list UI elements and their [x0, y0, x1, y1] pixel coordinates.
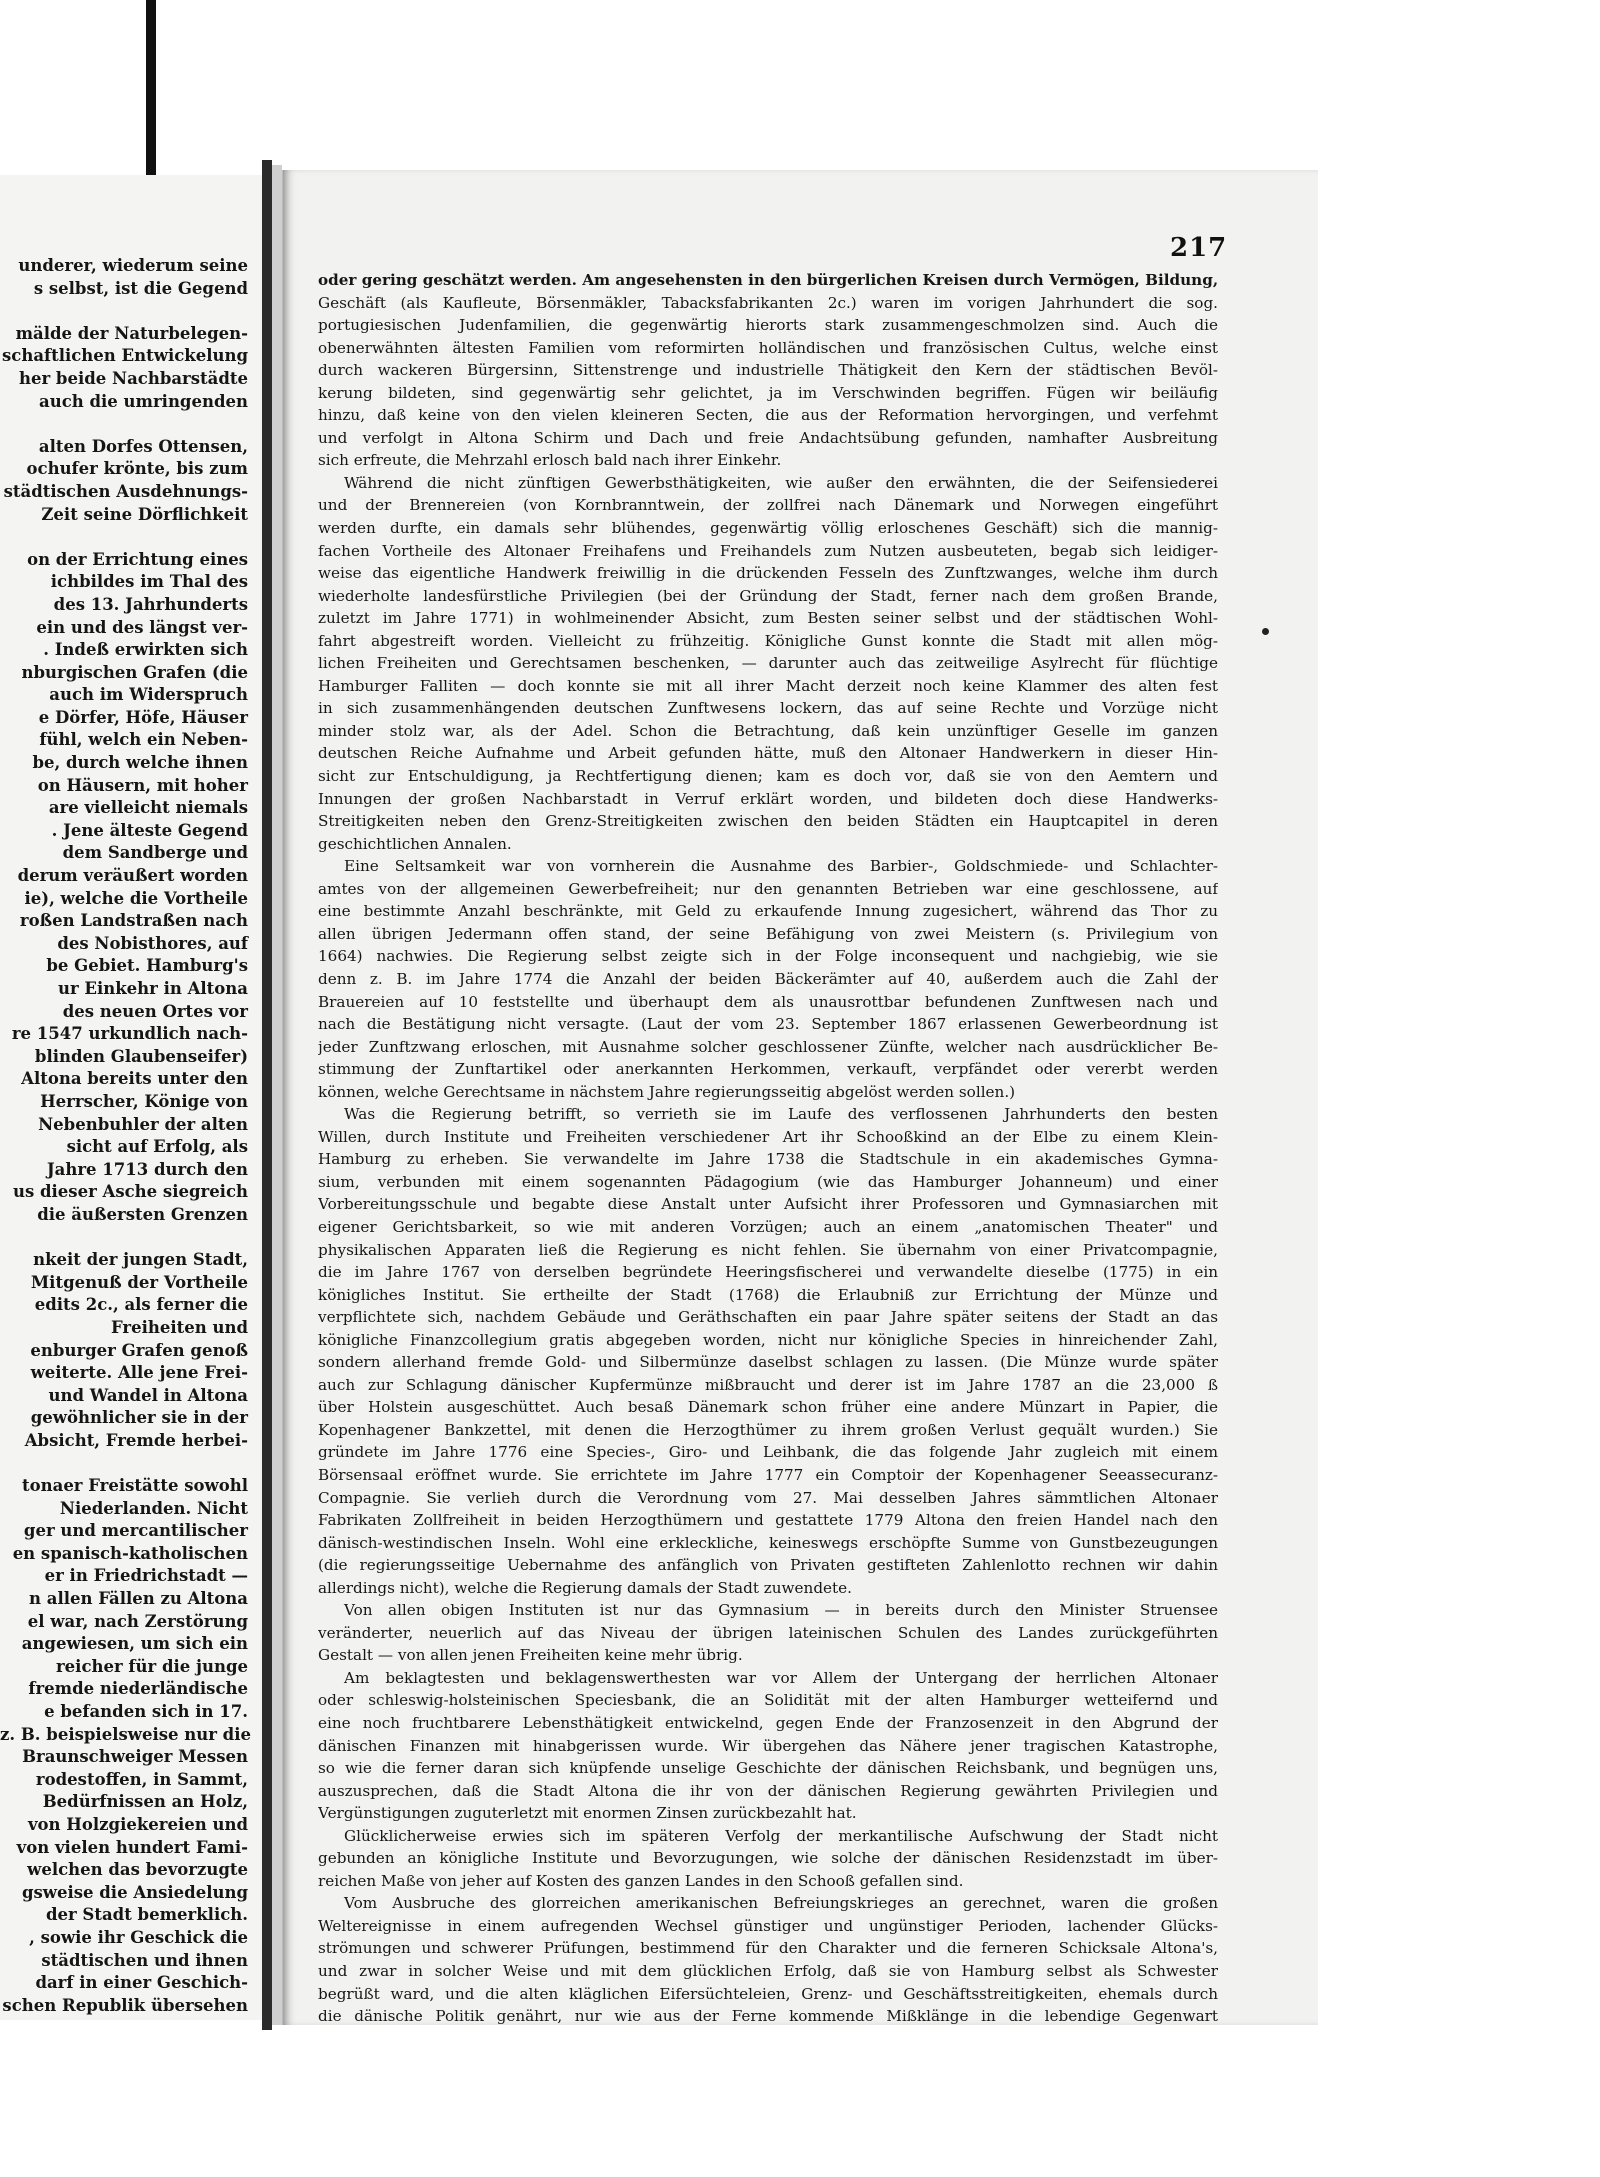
text-line: minder stolz war, als der Adel. Schon die Betrachtung, daß kein unzünftiger Geselle im ganzen — [318, 721, 1218, 740]
left-page-line: derum veräußert worden — [17, 866, 248, 886]
text-line: in sich zusammenhängenden deutschen Zunftwesens lockern, das auf seine Rechte und Vorzüge nicht — [318, 699, 1218, 718]
left-page-line — [0, 526, 248, 549]
text-line: physikalischen Apparaten ließ die Regierung es nicht fehlen. Sie übernahm von einer Privatcompagnie, — [318, 1240, 1218, 1259]
left-page-line: z. B. beispielsweise nur die — [0, 1724, 251, 1744]
left-page-line: her beide Nachbarstädte — [18, 368, 248, 388]
left-page-line: edits 2c., als ferner die — [34, 1295, 248, 1315]
left-page-line: us dieser Asche siegreich — [12, 1182, 248, 1202]
text-line: werden durfte, ein damals sehr blühendes, gegenwärtig völlig erloschenes Geschäft) sich die mannig- — [318, 519, 1218, 538]
left-page-line: Nebenbuhler der alten — [38, 1114, 248, 1134]
left-page-line: are vielleicht niemals — [48, 798, 248, 818]
left-page-line: nkeit der jungen Stadt, — [33, 1250, 248, 1270]
text-line: Weltereignisse in einem aufregenden Wechsel günstiger und ungünstiger Perioden, lachender Glücks- — [318, 1916, 1218, 1935]
left-page-line: Absicht, Fremde herbei- — [24, 1430, 248, 1450]
left-page-line: fühl, welch ein Neben- — [39, 730, 248, 750]
text-line: dänischen Finanzen mit hinabgerissen wurde. Wir übergehen das Nähere jener tragischen Katastrophe, — [318, 1736, 1218, 1755]
text-line: durch wackeren Bürgersinn, Sittenstrenge und industrielle Thätigkeit den Kern der städtischen Bevöl- — [318, 361, 1218, 380]
text-line: Innungen der großen Nachbarstadt in Verruf erklärt worden, und bildeten doch diese Handwerks- — [318, 789, 1218, 808]
text-line: Streitigkeiten neben den Grenz-Streitigkeiten zwischen den beiden Städten ein Hauptcapitel in deren — [318, 812, 1218, 831]
text-line: 1664) nachwies. Die Regierung selbst zeigte sich in der Folge inconsequent und nachgiebig, wie sie — [318, 947, 1218, 966]
left-page-line: der Stadt bemerklich. — [45, 1905, 248, 1925]
text-line: Börsensaal eröffnet wurde. Sie errichtete im Jahre 1777 ein Comptoir der Kopenhagener Seeassecuranz- — [318, 1465, 1218, 1484]
text-line: hinzu, daß keine von den vielen kleineren Secten, die aus der Reformation hervorgingen, und verfehmt — [318, 406, 1218, 425]
text-line: strömungen und schwerer Prüfungen, bestimmend für den Charakter und die ferneren Schicksale Altona's, — [318, 1939, 1218, 1958]
text-line: portugiesischen Judenfamilien, die gegenwärtig hierorts stark zusammengeschmolzen sind. Auch die — [318, 316, 1218, 335]
text-line: sicht zur Entschuldigung, ja Rechtfertigung dienen; kam es doch vor, daß sie von den Aemtern und — [318, 767, 1218, 786]
left-page-line: underer, wiederum seine — [18, 256, 248, 275]
text-line: eigener Gerichtsbarkeit, so wie mit anderen Vorzügen; auch an einem „anatomischen Theater" und — [318, 1217, 1218, 1236]
left-page-line: von Holzgiekereien und — [27, 1814, 248, 1834]
text-line: Am beklagtesten und beklagenswerthesten war vor Allem der Untergang der herrlichen Altonaer — [344, 1668, 1218, 1687]
text-line: eine bestimmte Anzahl beschränkte, mit Geld zu erkaufende Innung zugesichert, während das Thor zu — [318, 902, 1218, 921]
body-text — [318, 269, 1218, 2028]
left-page-line: tonaer Freistätte sowohl — [22, 1476, 248, 1496]
text-line: veränderter, neuerlich auf das Niveau der übrigen lateinischen Schulen des Landes zurückgeführten — [318, 1623, 1218, 1642]
text-line: Eine Seltsamkeit war von vornherein die Ausnahme des Barbier-, Goldschmiede- und Schlachter- — [344, 857, 1218, 876]
left-page-line: nburgischen Grafen (die — [21, 662, 248, 682]
text-line: königliche Finanzcollegium gratis abgegeben worden, nicht nur königliche Species in hinreichender Zahl, — [318, 1330, 1218, 1349]
left-page-line: on Häusern, mit hoher — [37, 775, 248, 795]
left-page-line: ger und mercantilischer — [23, 1521, 248, 1541]
left-page-line: darf in einer Geschich- — [35, 1973, 248, 1993]
left-page-line: schen Republik übersehen — [2, 1995, 248, 2015]
left-page-line: Altona bereits unter den — [21, 1069, 248, 1089]
text-line: gründete im Jahre 1776 eine Species-, Giro- und Leihbank, die das folgende Jahr zugleich mit einem — [318, 1443, 1218, 1462]
left-page-line: ochufer krönte, bis zum — [26, 459, 248, 479]
text-line: und zwar in solcher Weise und mit dem glücklichen Erfolg, daß sie von Hamburg selbst als Schwester — [318, 1962, 1218, 1981]
left-page-line: Zeit seine Dörflichkeit — [41, 504, 248, 524]
text-line: Fabrikaten Zollfreiheit in beiden Herzogthümern und gestattete 1779 Altona den freien Handel nach den — [318, 1511, 1218, 1530]
left-page-line: schaftlichen Entwickelung — [1, 346, 248, 366]
left-page-line: Niederlanden. Nicht — [59, 1498, 248, 1518]
left-page-line — [0, 1227, 248, 1250]
text-line: Gestalt — von allen jenen Freiheiten keine mehr übrig. — [318, 1646, 743, 1665]
left-page-line: und Wandel in Altona — [48, 1385, 248, 1405]
left-page-line: ichbildes im Thal des — [50, 572, 248, 592]
text-line: verpflichtete sich, nachdem Gebäude und Geräthschaften ein paar Jahre später seitens der Stadt an das — [318, 1308, 1218, 1327]
left-page-line: fremde niederländische — [28, 1679, 248, 1699]
left-page-line: Freiheiten und — [110, 1317, 248, 1337]
left-page-line: weiterte. Alle jene Frei- — [30, 1363, 248, 1383]
text-line: oder gering geschätzt werden. Am angesehensten in den bürgerlichen Kreisen durch Vermögen, Bildung, — [318, 271, 1218, 289]
text-line: geschichtlichen Annalen. — [318, 834, 512, 853]
text-line: königliches Institut. Sie ertheilte der Stadt (1768) die Erlaubniß zur Errichtung der Münze und — [318, 1285, 1218, 1304]
left-page-line: roßen Landstraßen nach — [19, 911, 248, 931]
text-line: sium, verbunden mit einem sogenannten Pädagogium (wie das Hamburger Johanneum) und einer — [318, 1172, 1218, 1191]
left-page-line: städtischen Ausdehnungs- — [3, 481, 248, 501]
left-page-line — [0, 1452, 248, 1475]
left-page-line: reicher für die junge — [55, 1656, 248, 1676]
text-line: auch zur Schlagung dänischer Kupfermünze mißbraucht und derer ist im Jahre 1787 an die 23,000 ß — [318, 1375, 1218, 1394]
left-page-line: . Jene älteste Gegend — [51, 820, 248, 840]
left-page-line: e Dörfer, Höfe, Häuser — [38, 707, 248, 727]
scan-speck — [1262, 628, 1269, 635]
left-page-line: dem Sandberge und — [62, 843, 248, 863]
left-page-line: , sowie ihr Geschick die — [29, 1927, 248, 1947]
left-page-line: e befanden sich in 17. — [44, 1702, 248, 1721]
left-page-line: gsweise die Ansiedelung — [21, 1882, 248, 1902]
text-line: Was die Regierung betrifft, so verrieth sie im Laufe des verflossenen Jahrhunderts den besten — [344, 1105, 1218, 1124]
text-line: Vom Ausbruche des glorreichen amerikanischen Befreiungskrieges an gerechnet, waren die großen — [344, 1894, 1218, 1913]
text-line: Von allen obigen Instituten ist nur das Gymnasium — in bereits durch den Minister Struensee — [344, 1601, 1218, 1620]
left-page-line: er in Friedrichstadt — — [44, 1566, 248, 1586]
left-page-line: ur Einkehr in Altona — [57, 979, 248, 998]
text-line: Während die nicht zünftigen Gewerbsthätigkeiten, wie außer den erwähnten, die der Seifensiederei — [344, 473, 1218, 492]
left-page-line: Herrscher, Könige von — [40, 1091, 248, 1111]
text-line: eine noch fruchtbarere Lebensthätigkeit entwickelnd, gegen Ende der Franzosenzeit in den Abgrund der — [318, 1714, 1218, 1732]
text-line: nach die Bestätigung nicht versagte. (Laut der vom 23. September 1867 erlassenen Gewerbeordnung ist — [318, 1015, 1218, 1034]
text-line: begrüßt ward, und die alten kläglichen Eifersüchteleien, Grenz- und Geschäftsstreitigkeiten, ehemals durch — [318, 1984, 1218, 2003]
text-line: reichen Maße von jeher auf Kosten des ganzen Landes in den Schooß gefallen sind. — [318, 1871, 964, 1890]
left-page-line — [0, 300, 248, 323]
text-line: Willen, durch Institute und Freiheiten verschiedener Art ihr Schooßkind an der Elbe zu einem Klein- — [318, 1127, 1218, 1146]
text-line: zuletzt im Jahre 1771) in wohlmeinender Absicht, zum Besten seiner selbst und der städtischen Wohl- — [318, 609, 1218, 628]
left-page-line: n allen Fällen zu Altona — [29, 1589, 248, 1609]
left-page-line: Bedürfnissen an Holz, — [42, 1792, 248, 1812]
text-line: die dänische Politik genährt, nur wie aus der Ferne kommende Mißklänge in die lebendige Gegenwart — [318, 2007, 1218, 2026]
text-line: gebunden an königliche Institute und Bevorzugungen, wie solche der dänischen Residenzstadt im über- — [318, 1849, 1218, 1868]
left-page-line: s selbst, ist die Gegend — [33, 278, 248, 298]
text-line: Glücklicherweise erwies sich im späteren Verfolg der merkantilische Aufschwung der Stadt nicht — [344, 1826, 1218, 1845]
left-page-line: . Indeß erwirkten sich — [43, 640, 248, 660]
text-line: jeder Zunftzwang erloschen, mit Ausnahme solcher geschlossener Zünfte, welcher nach ausdrücklicher Be- — [318, 1037, 1218, 1056]
text-line: weise das eigentliche Handwerk freiwillig in die drückenden Fesseln des Zunftzwanges, welche ihm durch — [318, 564, 1218, 583]
text-line: die im Jahre 1767 von derselben begründete Heeringsfischerei und verwandelte dieselbe (1775) in ein — [318, 1263, 1218, 1282]
left-page-line: Mitgenuß der Vortheile — [30, 1272, 248, 1292]
left-page-line: auch die umringenden — [39, 391, 248, 411]
text-line: können, welche Gerechtsame in nächstem Jahre regierungsseitig abgelöst werden sollen.) — [318, 1082, 1016, 1101]
text-line: so wie die ferner daran sich knüpfende unselige Geschichte der dänischen Reichsbank, und begnügen uns, — [318, 1759, 1218, 1778]
left-page-line: Jahre 1713 durch den — [46, 1159, 248, 1179]
text-line: fahrt abgestreift worden. Vielleicht zu frühzeitig. Königliche Gunst konnte die Stadt mit allen mög- — [318, 631, 1218, 650]
text-line: Brauereien auf 10 feststellte und überhaupt dem als unausrottbar befundenen Zunftwesen nach und — [318, 992, 1218, 1011]
left-page-line: von vielen hundert Fami- — [16, 1837, 248, 1857]
text-line: deutschen Reiche Aufnahme und Arbeit gefunden hätte, muß den Altonaer Handwerkern in dieser Hin- — [318, 744, 1218, 763]
left-page-line — [0, 413, 248, 436]
left-page-line: welchen das bevorzugte — [27, 1860, 248, 1880]
text-line: Hamburg zu erheben. Sie verwandelte im Jahre 1738 die Stadtschule in ein akademisches Gymna- — [318, 1150, 1218, 1169]
text-line: denn z. B. im Jahre 1774 die Anzahl der beiden Bäckerämter auf 40, außerdem auch die Zahl der — [318, 969, 1218, 988]
left-page-line: städtischen und ihnen — [41, 1950, 248, 1970]
left-page-line: en spanisch-katholischen — [12, 1543, 248, 1563]
left-page-line: enburger Grafen genoß — [30, 1340, 248, 1360]
text-line: Hamburger Falliten — doch konnte sie mit all ihrer Macht derzeit noch keine Klammer des alten fest — [318, 676, 1218, 695]
text-line: auszusprechen, daß die Stadt Altona die ihr von der dänischen Regierung gewährten Privilegien und — [318, 1781, 1218, 1800]
left-page-line: ie), welche die Vortheile — [24, 888, 248, 908]
left-page-line: auch im Widerspruch — [49, 685, 248, 705]
left-page-line: des neuen Ortes vor — [62, 1001, 248, 1021]
text-line: Vorbereitungsschule und begabte diese Anstalt unter Aufsicht ihrer Professoren und Gymnasiarchen mit — [318, 1195, 1218, 1214]
left-page-line: alten Dorfes Ottensen, — [38, 436, 248, 456]
text-line: oder schleswig-holsteinischen Speciesbank, die an Solidität mit der alten Hamburger wetteifernd und — [318, 1691, 1218, 1710]
left-page-line: rodestoffen, in Sammt, — [35, 1769, 248, 1789]
left-page-text — [0, 255, 251, 2017]
page-number: 217 — [1170, 233, 1228, 263]
left-page-line: angewiesen, um sich ein — [21, 1634, 248, 1654]
text-line: amtes von der allgemeinen Gewerbefreiheit; nur den genannten Betrieben war eine geschlossene, auf — [318, 879, 1218, 898]
text-line: Vergünstigungen zuguterletzt mit enormen Zinsen zurückbezahlt hat. — [318, 1804, 857, 1823]
text-line: und verfolgt in Altona Schirm und Dach und freie Andachtsübung gefunden, namhafter Ausbreitung — [318, 428, 1218, 447]
scan-edge-shadow — [146, 0, 156, 175]
left-page-line: el war, nach Zerstörung — [27, 1611, 248, 1631]
text-line: Compagnie. Sie verlieh durch die Verordnung vom 27. Mai desselben Jahres sämmtlichen Altonaer — [318, 1488, 1218, 1507]
left-page-line: re 1547 urkundlich nach- — [11, 1024, 248, 1044]
left-page-line: on der Errichtung eines — [27, 549, 248, 569]
text-line: über Holstein ausgeschüttet. Auch besaß Dänemark schon früher eine andere Münzart in Papier, die — [318, 1398, 1218, 1417]
text-line: (die regierungsseitige Uebernahme des anfänglich von Privaten gestifteten Zahlenlotto rechnen wir dahin — [318, 1556, 1218, 1575]
text-line: fachen Vortheile des Altonaer Freihafens und Freihandels zum Nutzen ausbeuteten, begab sich leidiger- — [318, 541, 1218, 560]
left-page-line: des 13. Jahrhunderts — [53, 594, 248, 614]
left-page-line: be Gebiet. Hamburg's — [46, 956, 248, 976]
left-facing-page — [0, 175, 262, 2020]
book-gutter — [262, 160, 272, 2030]
left-page-line: Braunschweiger Messen — [22, 1747, 248, 1767]
text-line: allen übrigen Jedermann offen stand, der seine Befähigung von zwei Meistern (s. Privilegium von — [318, 924, 1218, 943]
left-page-line: die äußersten Grenzen — [37, 1204, 248, 1224]
left-page-line: sicht auf Erfolg, als — [66, 1137, 248, 1157]
text-line: kerung bildeten, sind gegenwärtig sehr gelichtet, ja im Verschwinden begriffen. Fügen wir beiläufig — [318, 383, 1218, 402]
left-page-line: be, durch welche ihnen — [32, 753, 248, 773]
text-line: dänisch-westindischen Inseln. Wohl eine erkleckliche, keineswegs erschöpfte Summe von Gunstbezeugungen — [318, 1533, 1218, 1552]
text-line: wiederholte landesfürstliche Privilegien (bei der Gründung der Stadt, ferner nach dem großen Brande, — [318, 586, 1218, 605]
text-line: sondern allerhand fremde Gold- und Silbermünze daselbst schlagen zu lassen. (Die Münze wurde später — [318, 1353, 1218, 1372]
left-page-line: des Nobisthores, auf — [57, 933, 248, 953]
text-line: allerdings nicht), welche die Regierung damals der Stadt zuwendete. — [318, 1578, 852, 1597]
text-line: und der Brennereien (von Kornbranntwein, der zollfrei nach Dänemark und Norwegen eingeführt — [318, 496, 1218, 515]
text-line: obenerwähnten ältesten Familien vom reformirten holländischen und französischen Cultus, welche einst — [318, 338, 1218, 357]
left-page-line: blinden Glaubenseifer) — [34, 1046, 248, 1066]
left-page-line: gewöhnlicher sie in der — [30, 1408, 248, 1428]
text-line: Kopenhagener Bankzettel, mit denen die Herzogthümer zu ihrem großen Verlust gequält wurden.) Sie — [318, 1420, 1218, 1439]
left-page-line: mälde der Naturbelegen- — [15, 323, 248, 343]
text-line: stimmung der Zunftartikel oder anerkannten Herkommen, verkauft, verpfändet oder vererbt werden — [318, 1060, 1218, 1079]
book-gutter-edge — [272, 165, 282, 2025]
left-page-line: ein und des längst ver- — [36, 617, 248, 637]
text-line: sich erfreute, die Mehrzahl erlosch bald nach ihrer Einkehr. — [318, 451, 782, 470]
text-line: lichen Freiheiten und Gerechtsamen beschenken, — darunter auch das zeitweilige Asylrecht für flüchtige — [318, 654, 1218, 673]
text-line: Geschäft (als Kaufleute, Börsenmäkler, Tabacksfabrikanten 2c.) waren im vorigen Jahrhundert die sog. — [318, 293, 1218, 312]
